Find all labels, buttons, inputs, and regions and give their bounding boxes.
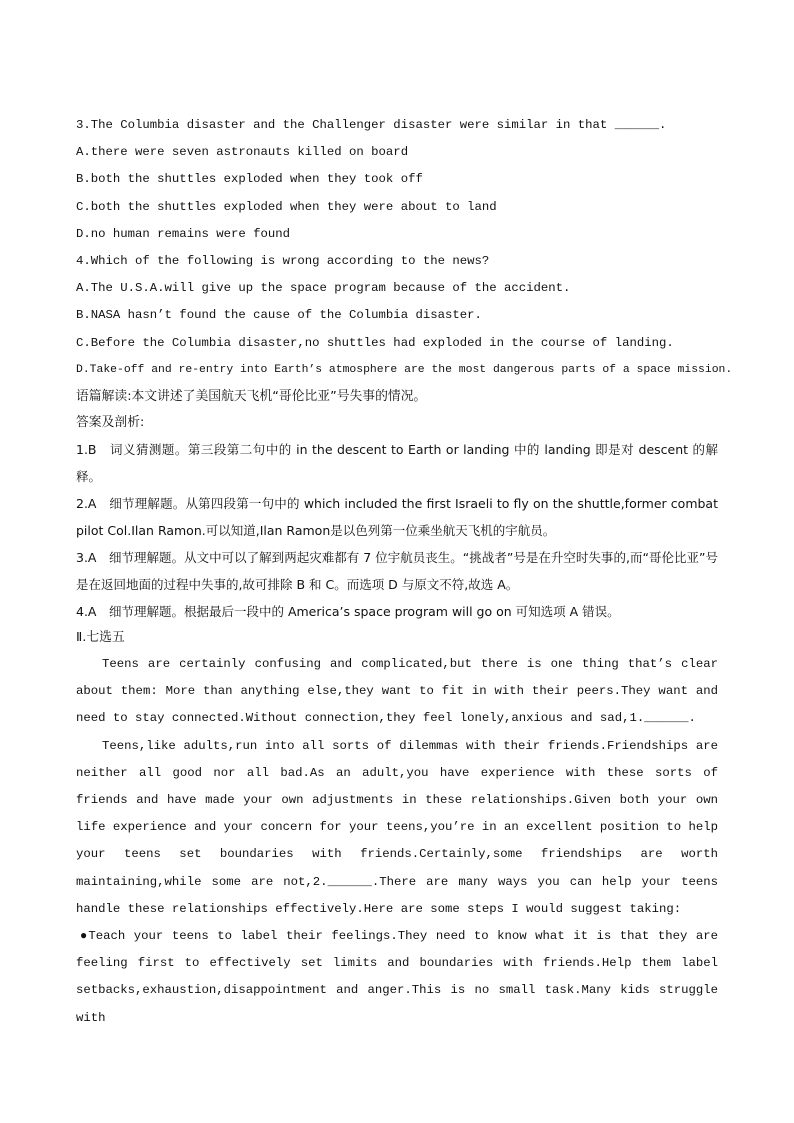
question-4-option-b: B.NASA hasn’t found the cause of the Columbia disaster.: [76, 308, 482, 323]
question-4-option-d: D.Take-off and re-entry into Earth’s atmosphere are the most dangerous parts of a space mission.: [76, 363, 733, 376]
question-3-stem: 3.The Columbia disaster and the Challenger disaster were similar in that ______.: [76, 118, 667, 132]
question-3-option-d: D.no human remains were found: [76, 226, 291, 241]
passage-interpretation: 语篇解读:本文讲述了美国航天飞机“哥伦比亚”号失事的情况。: [76, 389, 427, 405]
section-2-heading: Ⅱ.七选五: [76, 630, 125, 646]
question-4-option-c: C.Before the Columbia disaster,no shuttles had exploded in the course of landing.: [76, 335, 674, 350]
question-4-option-a: A.The U.S.A.will give up the space program because of the accident.: [76, 281, 571, 296]
answer-2: 2.A 细节理解题。从第四段第一句中的 which included the first Israeli to fly on the shuttle,former combat pilot Col.Ilan Ramon.可以知道,Ilan Ramon是以色列第一位乘坐航天飞机的宇航员。: [76, 496, 718, 539]
answer-3: 3.A 细节理解题。从文中可以了解到两起灾难都有 7 位宇航员丧生。“挑战者”号是在升空时失事的,而“哥伦比亚”号是在返回地面的过程中失事的,故可排除 B 和 C。而选项 D 与原文不符,故选 A。: [76, 550, 718, 593]
passage-paragraph-2: Teens,like adults,run into all sorts of dilemmas with their friends.Friendships are neither all good nor all bad.As an adult,you have experience with these sorts of friends and have made your own adjustments in these relationships.Given both your own life experience and your concern for your teens,you’re in an excellent position to help your teens set boundaries with friends.Certainly,some friendships are worth maintaining,while some are not,2.______.There are many ways you can help your teens handle these relationships effectively.Here are some steps I would suggest taking:: [76, 738, 719, 916]
question-4-stem: 4.Which of the following is wrong according to the news?: [76, 254, 490, 269]
answer-1: 1.B 词义猜测题。第三段第二句中的 in the descent to Earth or landing 中的 landing 即是对 descent 的解释。: [76, 442, 718, 485]
answer-4: 4.A 细节理解题。根据最后一段中的 America’s space program will go on 可知选项 A 错误。: [76, 604, 620, 620]
question-3-option-a: A.there were seven astronauts killed on board: [76, 145, 409, 160]
question-3-option-c: C.both the shuttles exploded when they were about to land: [76, 199, 497, 214]
bullet-text: Teach your teens to label their feelings.They need to know what it is that they are feeling first to effectively set limits and boundaries with friends.Help them label setbacks,exhaustion,disappointment and anger.This is no small task.Many kids struggle with: [76, 929, 718, 1025]
passage-bullet-1: [76, 923, 718, 1032]
bullet-icon: ●: [80, 929, 89, 944]
passage-paragraph-1: Teens are certainly confusing and complicated,but there is one thing that’s clear about them: More than anything else,they want to fit in with their peers.They want and need to stay connected.Without connection,they feel lonely,anxious and sad,1.______.: [76, 657, 718, 726]
question-3-option-b: B.both the shuttles exploded when they took off: [76, 172, 423, 187]
answers-heading: 答案及剖析:: [76, 415, 145, 431]
document-content: [76, 112, 733, 1032]
